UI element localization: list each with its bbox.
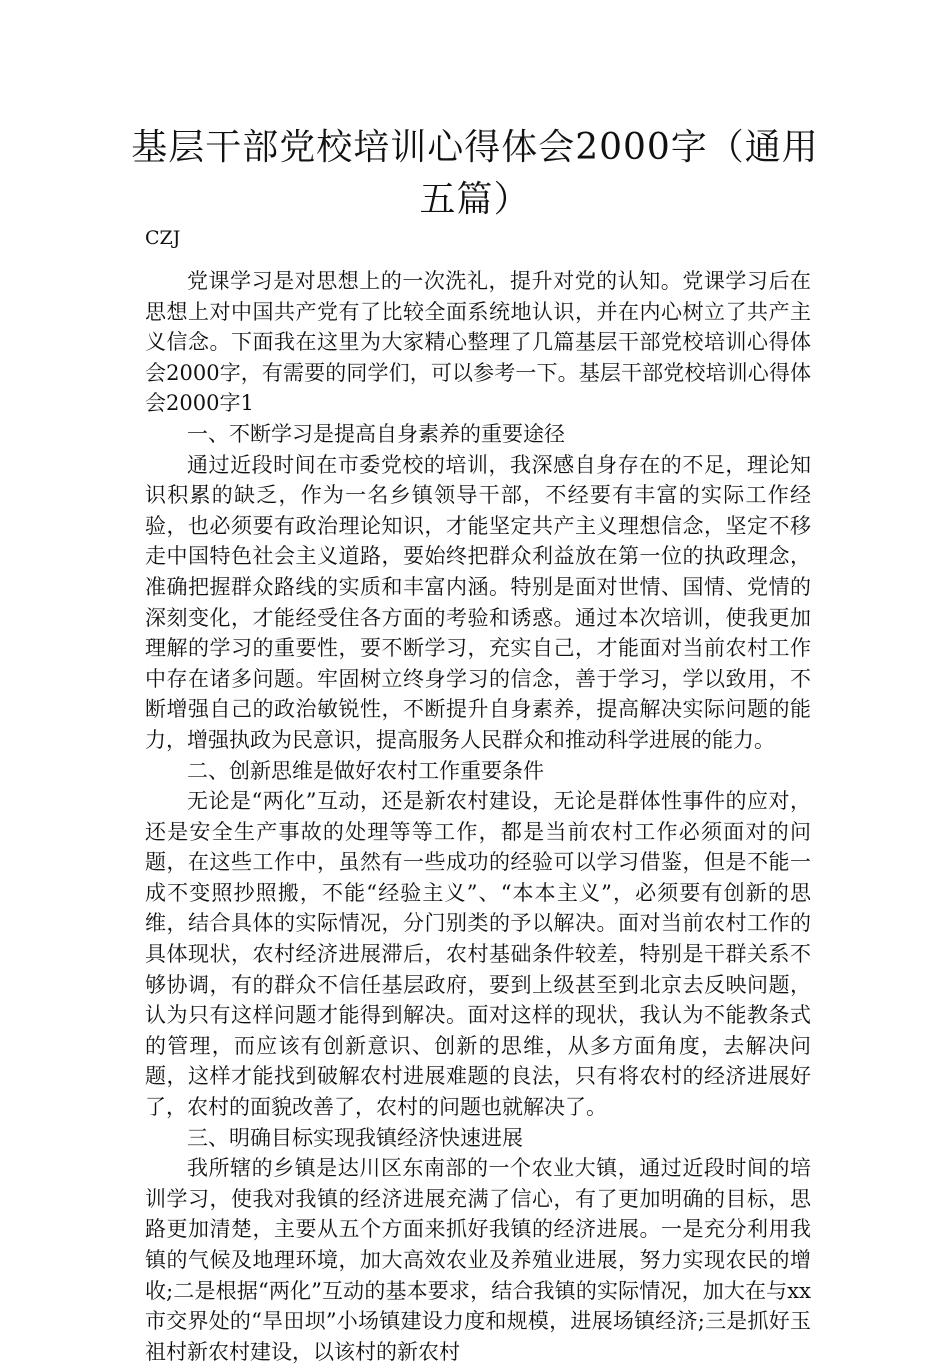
section-heading-2: 二、创新思维是做好农村工作重要条件 — [187, 758, 544, 783]
section-heading-1: 一、不断学习是提高自身素养的重要途径 — [187, 421, 565, 446]
section-paragraph-1: 通过近段时间在市委党校的培训，我深感自身存在的不足，理论知识积累的缺乏，作为一名乡镇领导干部，不经要有丰富的实际工作经验，也必须要有政治理论知识，才能坚定共产主义理想信念，坚定不移走中国特色社会主义道路，要始终把群众利益放在第一位的执政理念，准确把握群众路线的实质和丰富内涵。特别是面对世情、国情、党情的深刻变化，才能经受住各方面的考验和诱惑。通过本次培训，使我更加理解的学习的重要性，要不断学习，充实自己，才能面对当前农村工作中存在诸多问题。牢固树立终身学习的信念，善于学习，学以致用，不断增强自己的政治敏锐性，不断提升自身素养，提高解决实际问题的能力，增强执政为民意识，提高服务人民群众和推动科学进展的能力。 — [145, 452, 811, 752]
document-title: 基层干部党校培训心得体会2000字（通用五篇） — [131, 127, 819, 220]
section-heading-3: 三、明确目标实现我镇经济快速进展 — [187, 1125, 523, 1150]
section-paragraph-3: 我所辖的乡镇是达川区东南部的一个农业大镇，通过近段时间的培训学习，使我对我镇的经济进展充满了信心，有了更加明确的目标，思路更加清楚，主要从五个方面来抓好我镇的经济进展。一是充分利用我镇的气候及地理环境，加大高效农业及养殖业进展，努力实现农民的增收;二是根据“两化”互动的基本要求，结合我镇的实际情况，加大在与xx市交界处的“旱田坝”小场镇建设力度和规模，进展场镇经济;三是抓好玉祖村新农村建设，以该村的新农村 — [145, 1156, 811, 1364]
section-paragraph-2: 无论是“两化”互动，还是新农村建设，无论是群体性事件的应对，还是安全生产事故的处理等等工作，都是当前农村工作必须面对的问题，在这些工作中，虽然有一些成功的经验可以学习借鉴，但是不能一成不变照抄照搬，不能“经验主义”、“本本主义”，必须要有创新的思维，结合具体的实际情况，分门别类的予以解决。面对当前农村工作的具体现状，农村经济进展滞后，农村基础条件较差，特别是干群关系不够协调，有的群众不信任基层政府，要到上级甚至到北京去反映问题，认为只有这样问题才能得到解决。面对这样的现状，我认为不能教条式的管理，而应该有创新意识、创新的思维，从多方面角度，去解决问题，这样才能找到破解农村进展难题的良法，只有将农村的经济进展好了，农村的面貌改善了，农村的问题也就解决了。 — [145, 789, 811, 1120]
document-author: CZJ — [145, 227, 181, 249]
document-body — [145, 266, 811, 1367]
intro-paragraph: 党课学习是对思想上的一次洗礼，提升对党的认知。党课学习后在思想上对中国共产党有了比较全面系统地认识，并在内心树立了共产主义信念。下面我在这里为大家精心整理了几篇基层干部党校培训心得体会2000字，有需要的同学们，可以参考一下。基层干部党校培训心得体会2000字1 — [145, 269, 811, 416]
